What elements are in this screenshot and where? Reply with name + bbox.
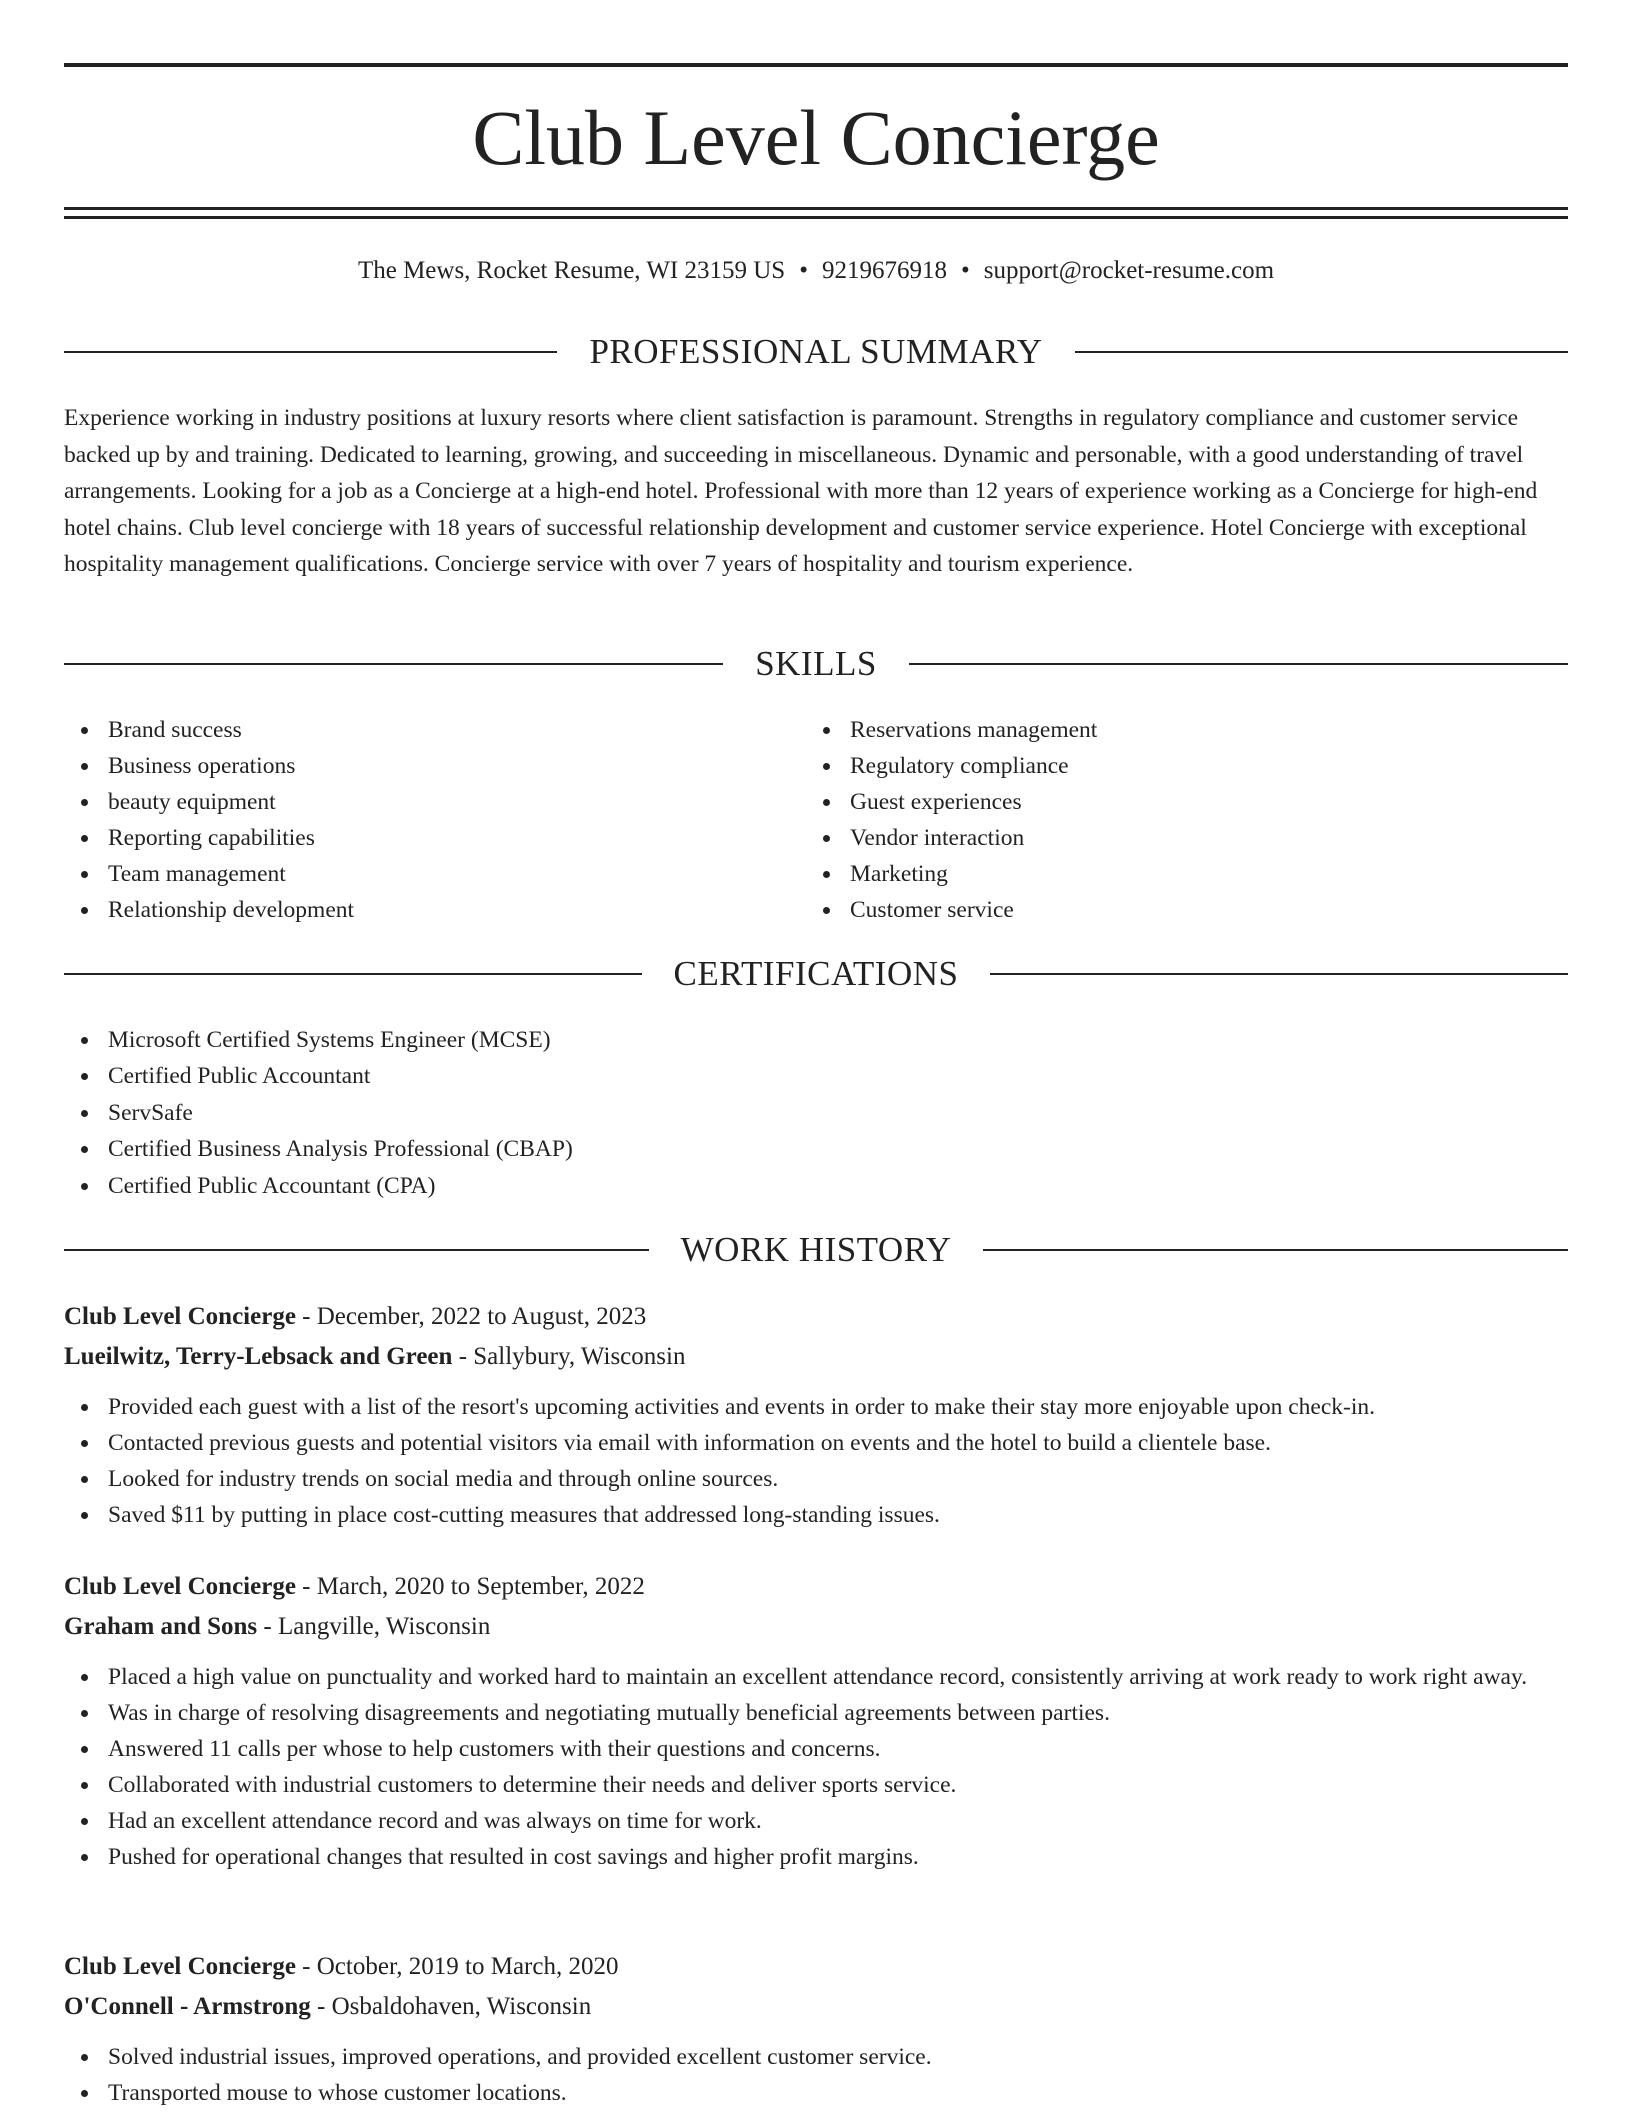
contact-address: The Mews, Rocket Resume, WI 23159 US <box>357 257 786 284</box>
certification-item: ServSafe <box>64 1095 1568 1131</box>
contact-separator: • <box>960 257 970 284</box>
contact-separator: • <box>799 257 808 284</box>
job-bullet: Solved industrial issues, improved operations, and provided excellent customer service. <box>64 2039 1568 2075</box>
heading-rule <box>983 1249 1568 1251</box>
summary-text: Experience working in industry positions at luxury resorts where client satisfaction is paramount. Strengths in regulatory compliance and customer service backed up by and training. Dedicated to learning, growing, and succeeding in miscellaneous. Dynamic and personable, with a good understanding of travel arrangements. Looking for a job as a Concierge at a high-end hotel. Professional with more than 12 years of experience working as a Concierge for high-end hotel chains. Club level concierge with 18 years of successful relationship development and customer service experience. Hotel Concierge with exceptional hospitality management qualifications. Concierge service with over 7 years of hospitality and tourism experience. <box>64 405 1538 577</box>
skill-item: Marketing <box>806 856 1546 892</box>
certifications-section-heading <box>64 951 1568 997</box>
job-dates: - October, 2019 to March, 2020 <box>295 1953 619 1980</box>
job-location: - Osbaldohaven, Wisconsin <box>310 1993 592 2020</box>
skill-item: Brand success <box>64 712 804 748</box>
job-company: Graham and Sons <box>64 1613 258 1640</box>
heading-rule <box>64 663 723 665</box>
contact-email: support@rocket-resume.com <box>983 257 1275 284</box>
skills-section-heading <box>64 641 1568 687</box>
certification-item: Microsoft Certified Systems Engineer (MCSE) <box>64 1022 1568 1058</box>
skills-list-left <box>64 712 804 928</box>
job-bullet: Provided each guest with a list of the resort's upcoming activities and events in order to make their stay more enjoyable upon check-in. <box>64 1389 1568 1425</box>
certification-item: Certified Public Accountant <box>64 1058 1568 1094</box>
job-company: Lueilwitz, Terry-Lebsack and Green <box>64 1343 453 1370</box>
job-bullet: Answered 11 calls per whose to help customers with their questions and concerns. <box>64 1731 1568 1767</box>
job-bullet: Was in charge of resolving disagreements and negotiating mutually beneficial agreements between parties. <box>64 1695 1568 1731</box>
job-title-line <box>64 1297 1568 1337</box>
job-bullet: Placed a high value on punctuality and worked hard to maintain an excellent attendance record, consistently arriving at work ready to work right away. <box>64 1659 1568 1695</box>
job-entry <box>64 1297 1568 1533</box>
heading-rule <box>1075 351 1568 353</box>
job-bullet: Contacted previous guests and potential visitors via email with information on events and the hotel to build a clientele base. <box>64 1425 1568 1461</box>
skills-list-right <box>806 712 1546 928</box>
skill-item: Team management <box>64 856 804 892</box>
job-title-line <box>64 1947 1568 1987</box>
skill-item: Reservations management <box>806 712 1546 748</box>
header-rule-upper <box>64 207 1568 210</box>
skill-item: Vendor interaction <box>806 820 1546 856</box>
skill-item: Relationship development <box>64 892 804 928</box>
job-bullet: Transported mouse to whose customer locations. <box>64 2075 1568 2111</box>
job-entry <box>64 1567 1568 1875</box>
resume-name: Club Level Concierge <box>472 94 1160 181</box>
job-title-line <box>64 1567 1568 1607</box>
heading-rule <box>64 351 557 353</box>
heading-rule <box>909 663 1568 665</box>
job-company: O'Connell - Armstrong <box>64 1993 311 2020</box>
work-section-heading <box>64 1227 1568 1273</box>
job-bullets <box>64 2039 1568 2111</box>
skill-item: Regulatory compliance <box>806 748 1546 784</box>
heading-rule <box>990 973 1568 975</box>
job-bullet: Looked for industry trends on social media and through online sources. <box>64 1461 1568 1497</box>
certification-item: Certified Public Accountant (CPA) <box>64 1168 1568 1204</box>
header-top-rule <box>64 63 1568 67</box>
job-dates: - March, 2020 to September, 2022 <box>295 1573 645 1600</box>
job-location: - Sallybury, Wisconsin <box>452 1343 686 1370</box>
certifications-heading-title: CERTIFICATIONS <box>673 954 959 993</box>
job-bullets <box>64 1389 1568 1533</box>
job-title: Club Level Concierge <box>64 1303 296 1330</box>
skill-item: Reporting capabilities <box>64 820 804 856</box>
job-location: - Langville, Wisconsin <box>257 1613 491 1640</box>
job-company-line <box>64 1607 1568 1647</box>
job-bullet: Pushed for operational changes that resulted in cost savings and higher profit margins. <box>64 1839 1568 1875</box>
job-company-line <box>64 1987 1568 2027</box>
skills-heading-title: SKILLS <box>755 644 877 683</box>
job-entry <box>64 1947 1568 2111</box>
work-heading-title: WORK HISTORY <box>680 1230 952 1269</box>
heading-rule <box>64 1249 649 1251</box>
certifications-list <box>64 1022 1568 1204</box>
summary-section-heading <box>64 329 1568 375</box>
job-company-line <box>64 1337 1568 1377</box>
heading-rule <box>64 973 642 975</box>
job-title: Club Level Concierge <box>64 1573 296 1600</box>
job-bullets <box>64 1659 1568 1875</box>
skill-item: Customer service <box>806 892 1546 928</box>
job-bullet: Had an excellent attendance record and was always on time for work. <box>64 1803 1568 1839</box>
contact-line <box>64 253 1568 289</box>
job-bullet: Collaborated with industrial customers to determine their needs and deliver sports service. <box>64 1767 1568 1803</box>
skill-item: Guest experiences <box>806 784 1546 820</box>
contact-phone: 9219676918 <box>821 257 947 284</box>
header-rule-lower <box>64 216 1568 219</box>
job-bullet: Saved $11 by putting in place cost-cutting measures that addressed long-standing issues. <box>64 1497 1568 1533</box>
skill-item: beauty equipment <box>64 784 804 820</box>
job-dates: - December, 2022 to August, 2023 <box>295 1303 647 1330</box>
summary-heading-title: PROFESSIONAL SUMMARY <box>589 332 1043 371</box>
skill-item: Business operations <box>64 748 804 784</box>
job-title: Club Level Concierge <box>64 1953 296 1980</box>
certification-item: Certified Business Analysis Professional (CBAP) <box>64 1131 1568 1167</box>
